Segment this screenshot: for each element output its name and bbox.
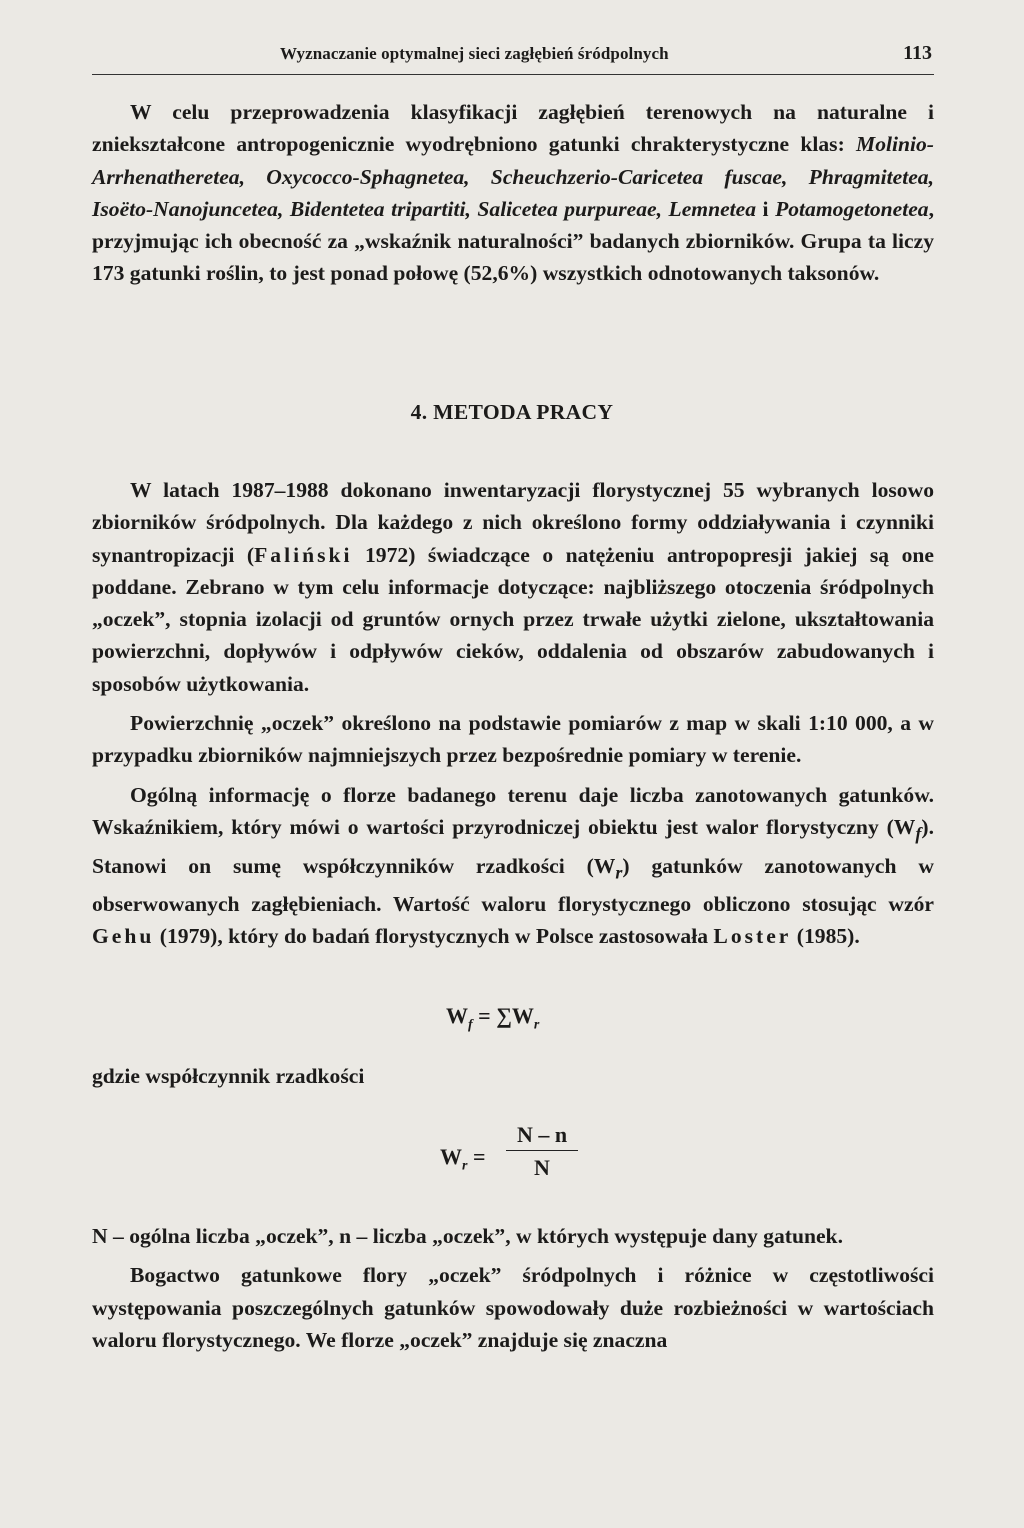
running-header <box>92 40 934 75</box>
subscript: r <box>615 861 623 882</box>
method-paragraph-1 <box>92 474 934 700</box>
method-paragraph-3 <box>92 779 934 953</box>
text-part: 1972) świadczące o natężeniu antropopresji jakiej są one poddane. Zebrano w tym celu informacje dotyczące: najbliższego otoczenia śródpolnych „oczek”, stopnia izolacji od gruntów ornych przez trwałe użytki zielone, ukształtowania powierzchni, dopływów i odpływów cieków, oddalenia od obszarów zabudowanych i sposobów użytkowania. <box>92 542 935 696</box>
text-part: Ogólną informację o florze badanego terenu daje liczba zanotowanych gatunków. Wskaźnikiem, który mówi o wartości przyrodniczej obiektu jest walor florystyczny (W <box>92 782 934 839</box>
formula-subscript: f <box>468 1017 473 1033</box>
formula-equals: = <box>467 1144 486 1169</box>
plant-classes-list: Molinio-Arrhenatheretea, Oxycocco-Sphagnetea, Scheuchzerio-Caricetea fuscae, Phragmitetea, Isoëto-Nanojuncetea, Bidentetea tripartiti, Salicetea purpureae, Lemnetea <box>92 132 934 221</box>
closing-paragraph: Bogactwo gatunkowe flory „oczek” śródpolnych i różnice w częstotliwości występowania poszczególnych gatunków spowodowały duże rozbieżności w wartościach waloru florystycznego. We florze „oczek” znajduje się znaczna <box>92 1263 934 1352</box>
method-paragraph-2: Powierzchnię „oczek” określono na podstawie pomiarów z map w skali 1:10 000, a w przypadku zbiorników najmniejszych przez bezpośrednie pomiary w terenie. <box>92 711 934 768</box>
closing-text <box>92 1220 934 1356</box>
formula-floristic-value <box>446 1003 539 1033</box>
formula-sum: = ∑W <box>472 1003 534 1028</box>
text-part: (1985). <box>791 924 860 949</box>
text-part: W latach 1987–1988 dokonano inwentaryzacji florystycznej 55 wybranych losowo zbiorników śródpolnych. Dla każdego z nich określono formy oddziaływania i czynniki synantropizacji ( <box>92 478 934 567</box>
fraction-numerator: N – n <box>506 1122 578 1151</box>
author-citation: Gehu <box>92 924 155 949</box>
formula-lhs <box>440 1144 486 1174</box>
author-citation: Faliński <box>254 542 353 567</box>
formula-subscript: r <box>462 1158 468 1174</box>
page-number: 113 <box>903 42 932 64</box>
formula-symbol: W <box>440 1144 462 1169</box>
fraction-denominator: N <box>534 1155 550 1180</box>
text-part: ) gatunków zanotowanych w obserwowanych zagłębieniach. Wartość waloru florystycznego obliczono stosując wzór <box>92 853 935 917</box>
formula-fraction <box>506 1122 578 1181</box>
intro-text-part: W celu przeprowadzenia klasyfikacji zagłębień terenowych na naturalne i zniekształcone antropogenicznie wyodrębniono gatunki chrakterystyczne klas: <box>92 100 934 157</box>
author-citation: Loster <box>713 924 792 949</box>
subscript: f <box>915 823 922 844</box>
text-part: (1979), który do badań florystycznych w Polsce zastosowała <box>154 924 714 949</box>
formula-subscript: r <box>533 1017 540 1033</box>
section-heading: 4. METODA PRACY <box>410 400 614 424</box>
formula-intro-text: gdzie współczynnik rzadkości <box>92 1064 365 1088</box>
running-title: Wyznaczanie optymalnej sieci zagłębień śródpolnych <box>280 44 669 63</box>
formula-symbol: W <box>446 1003 468 1028</box>
text-part: ). Stanowi on sumę współczynników rzadkości (W <box>92 814 934 878</box>
intro-text-part: , przyjmując ich obecność za „wskaźnik naturalności” badanych zbiorników. Grupa ta liczy 173 gatunki roślin, to jest ponad połowę (52,6%) wszystkich odnotowanych taksonów. <box>92 196 934 286</box>
intro-text <box>92 96 934 290</box>
intro-text-part: i <box>756 196 776 221</box>
formula-legend: N – ogólna liczba „oczek”, n – liczba „oczek”, w których występuje dany gatunek. <box>92 1224 843 1248</box>
plant-class-last: Potamogetonetea <box>775 196 929 221</box>
intro-paragraph <box>92 96 934 290</box>
section-body <box>92 474 934 953</box>
